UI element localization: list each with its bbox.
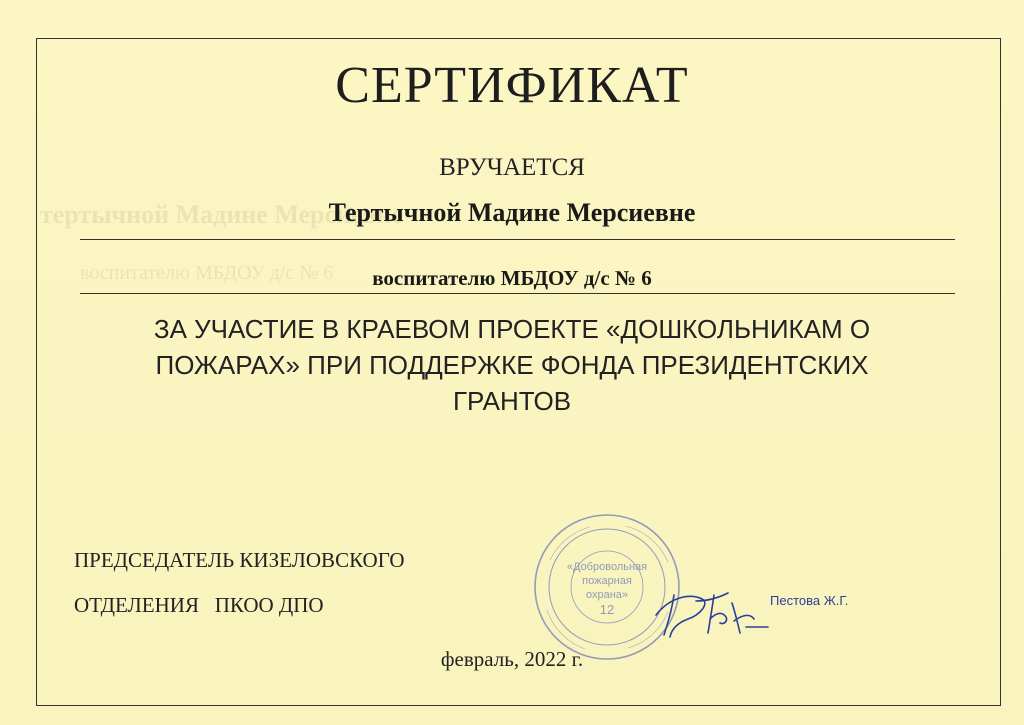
certificate-subtitle: ВРУЧАЕТСЯ: [439, 154, 585, 181]
recipient-position: воспитателю МБДОУ д/с № 6: [372, 266, 652, 290]
issue-date: февраль, 2022 г.: [440, 647, 584, 671]
certificate-title: СЕРТИФИКАТ: [335, 57, 689, 114]
award-reason-line: ЗА УЧАСТИЕ В КРАЕВОМ ПРОЕКТЕ «ДОШКОЛЬНИКАМ О: [153, 314, 871, 344]
stamp-text: «Добровольная: [566, 561, 648, 573]
stamp-text: пожарная: [582, 575, 632, 587]
signer-title-line: ПРЕДСЕДАТЕЛЬ КИЗЕЛОВСКОГО: [74, 548, 405, 572]
stamp-text: охрана»: [585, 589, 629, 601]
divider-line: [80, 239, 955, 240]
stamp-number: 12: [599, 602, 615, 617]
recipient-name: Тертычной Мадине Мерсиевне: [328, 198, 696, 227]
award-reason-line: ПОЖАРАХ» ПРИ ПОДДЕРЖКЕ ФОНДА ПРЕЗИДЕНТСКИХ: [155, 350, 869, 380]
divider-line: [80, 293, 955, 294]
signer-title-line: ОТДЕЛЕНИЯ ПКОО ДПО: [74, 593, 324, 617]
award-reason: [70, 311, 954, 419]
award-reason-line: ГРАНТОВ: [452, 386, 572, 416]
handwritten-signature: [650, 575, 775, 645]
signer-name: Пестова Ж.Г.: [770, 593, 849, 608]
bleed-through-text: тертычной Мадине Мерсиевне: [40, 200, 404, 229]
bleed-through-text: воспитателю МБДОУ д/с № 6: [80, 262, 334, 284]
